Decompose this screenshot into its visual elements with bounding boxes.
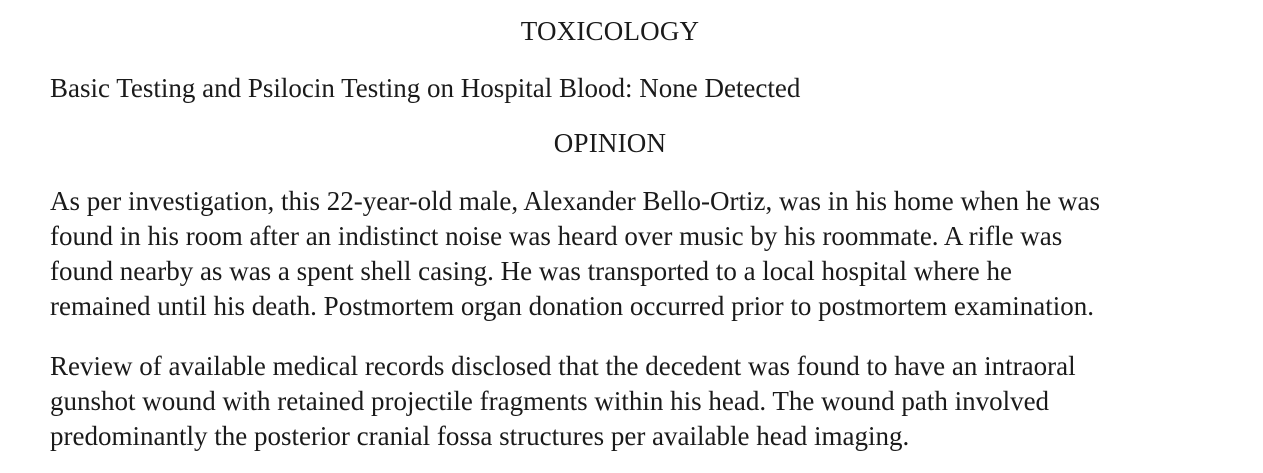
paragraph-line: found nearby as was a spent shell casing. He was transported to a local hospital where he xyxy=(50,256,1012,286)
toxicology-heading: TOXICOLOGY xyxy=(520,16,700,46)
paragraph-line: predominantly the posterior cranial fossa structures per available head imaging. xyxy=(50,421,910,451)
paragraph-line: As per investigation, this 22-year-old male, Alexander Bello-Ortiz, was in his home when he was xyxy=(50,186,1100,216)
paragraph-line: found in his room after an indistinct noise was heard over music by his roommate. A rifle was xyxy=(50,221,1063,251)
opinion-paragraph-1 xyxy=(50,184,1240,324)
paragraph-line: Review of available medical records disclosed that the decedent was found to have an intraoral xyxy=(50,351,1076,381)
paragraph-line: gunshot wound with retained projectile fragments within his head. The wound path involved xyxy=(50,386,1050,416)
paragraph-line: remained until his death. Postmortem organ donation occurred prior to postmortem examination. xyxy=(50,291,1095,321)
opinion-heading: OPINION xyxy=(553,128,667,158)
toxicology-result: Basic Testing and Psilocin Testing on Hospital Blood: None Detected xyxy=(50,73,801,103)
opinion-paragraph-2 xyxy=(50,349,1240,454)
